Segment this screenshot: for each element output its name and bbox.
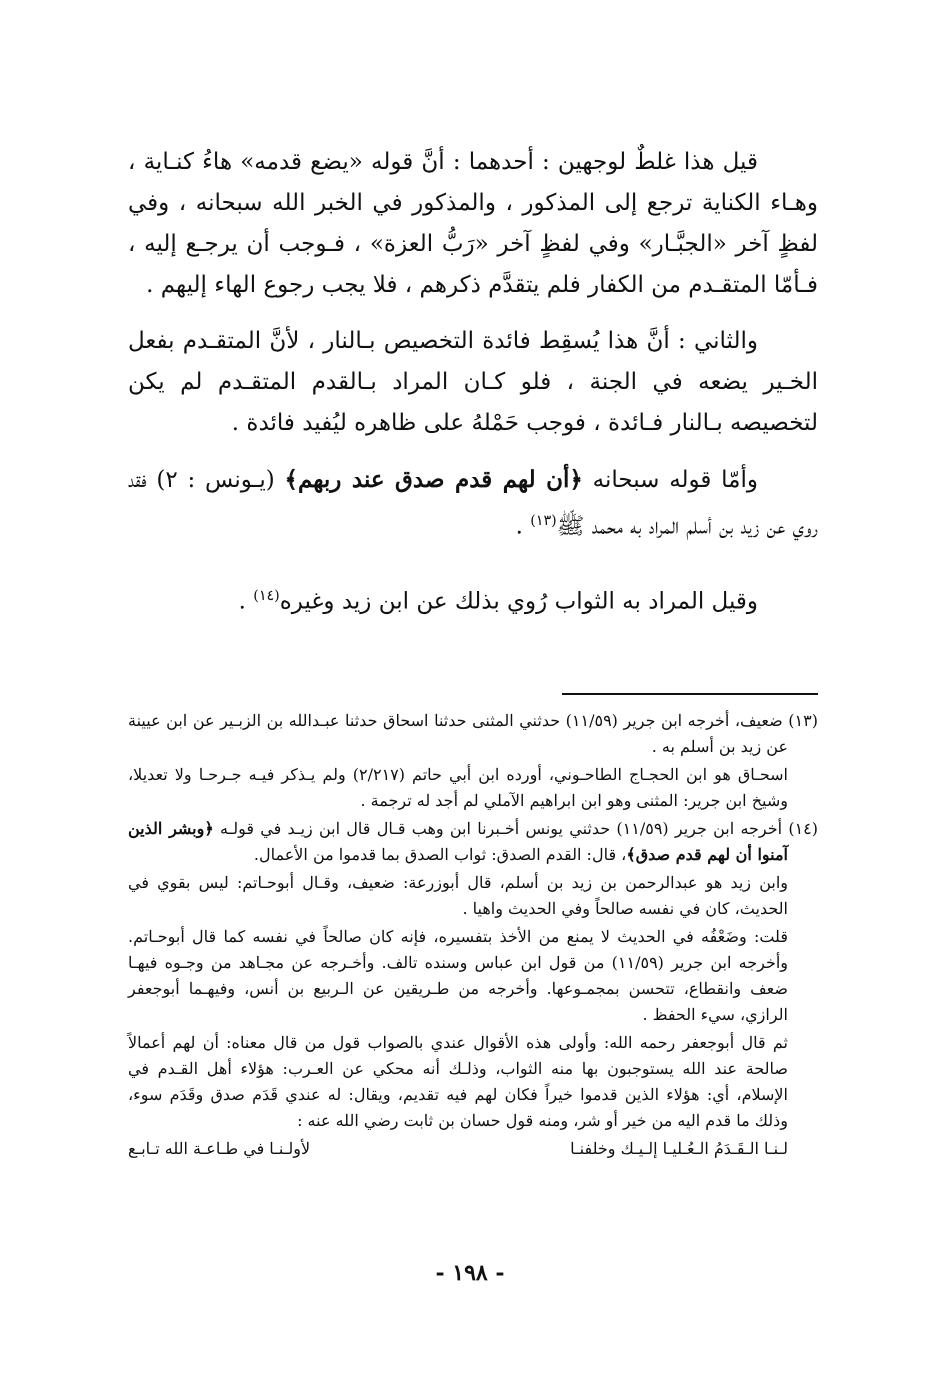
footnote-14-number: (١٤)	[788, 819, 819, 838]
footnote-14-para-4: ثم قال أبوجعفر رحمه الله: وأولى هذه الأقوال عندي بالصواب قول من قال معناه: أن لهم أعمالاً صالحة عند الله يستوجبون بها منه الثواب، وذلـك أنه محكي عن العـرب: هؤلاء أهل القـدم في الإسلام، أي: هؤلاء الذين قدموا خيراً فكان لهم فيه تقديم، ويقال: له عندي قَدَم صدق وقَدَم سوء، وذلك ما قدم اليه من خير أو شر، ومنه قول حسان بن ثابت رضي الله عنه :	[128, 1033, 788, 1130]
footnote-ref-13: (١٣)	[530, 513, 557, 529]
footnote-14-para-2: وابن زيد هو عبدالرحمن بن زيد بن أسلم، قال أبوزرعة: ضعيف، وقـال أبوحـاتم: ليس بقوي في الحديث، كان في نفسه صالحاً وفي الحديث واهيا .	[128, 873, 789, 918]
paragraph-4-text: وقيل المراد به الثواب رُوي بذلك عن ابن زيد وغيره	[279, 588, 758, 615]
footnote-14-text: أخرجه ابن جرير (١١/٥٩) حدثني يونس أخـبرنا ابن وهب قـال قال ابن زيـد في قولـه	[213, 819, 783, 838]
footnotes	[128, 708, 818, 1162]
poetry-verse	[128, 1136, 818, 1162]
footnote-ref-14: (١٤)	[253, 587, 280, 604]
footnote-14-quote: ﴿وبشر الذين آمنوا أن لهم قدم صدق﴾	[128, 819, 788, 864]
footnote-13-para-2: اسحـاق هو ابن الحجـاج الطاحـوني، أورده ابن أبي حاتم (٢/٢١٧) ولم يـذكر فيـه جـرحـا ولا تعديلا، وشيخ ابن جرير: المثنى وهو ابن ابراهيم الآملي لم أجد له ترجمة .	[128, 765, 788, 810]
paragraph-3-start: وأمّا قوله سبحانه	[582, 467, 758, 493]
paragraph-4	[128, 576, 818, 623]
verse-first-hemistich: لـنـا الـقَـدَمُ الـعُـليـا إلـيـك وخلفنـا	[570, 1139, 788, 1158]
footnote-14-text-2: ، قال: القدم الصدق: ثواب الصدق بما قدموا من الأعمال.	[253, 845, 627, 864]
verse-second-hemistich: لأولـنـا في طـاعـة الله تـابـع	[128, 1139, 311, 1158]
footnote-13-text: ضعيف، أخرجه ابن جرير (١١/٥٩) حدثني المثنى حدثنا اسحاق حدثنا عبـدالله بن الزبـير عن ابن عيينة عن زيد بن أسلم به .	[128, 711, 788, 756]
footnote-13-number: (١٣)	[788, 711, 818, 730]
footnote-14	[128, 816, 818, 868]
footnote-13	[128, 708, 818, 760]
footnote-14-para-3: قلت: وضَعْفُه في الحديث لا يمنع من الأخذ بتفسيره، فإنه كان صالحاً في نفسه كما قال أبوحـاتم. وأخرجه ابن جرير (١١/٥٩) من قول ابن عباس وسنده تالف. وأخـرجه عن مجـاهد من وجـوه فيهـا ضعف وانقطاع، تتحسن بمجمـوعها. وأخرجه من طـريقين عن الـربيع بن أنس، وفيهـما أبوجعفر الرازي، سيء الحفظ .	[128, 927, 789, 1024]
main-text	[128, 142, 818, 637]
page-number: - ١٩٨ -	[435, 1260, 505, 1286]
footnote-separator	[562, 693, 818, 695]
paragraph-3-rest: (يـونس : ٢) فقد روي عن زيد بن أسلم المراد به محمد ﷺ	[128, 467, 818, 540]
paragraph-1: قيل هذا غلطٌ لوجهين : أحدهما : أنَّ قوله «يضع قدمه» هاءُ كنـاية ، وهـاء الكناية ترجع إلى المذكور ، والمذكور في الخبر الله سبحانه ، وفي لفظٍ آخر «الجبَّـار» وفي لفظٍ آخر «رَبُّ العزة» ، فـوجب أن يرجـع إليه ، فـأمّا المتقـدم من الكفار فلم يتقدَّم ذكرهم ، فلا يجب رجوع الهاء إليهم .	[128, 149, 818, 298]
paragraph-4-end: .	[238, 588, 254, 615]
paragraph-2: والثاني : أنَّ هذا يُسقِط فائدة التخصيص بـالنار ، لأنَّ المتقـدم بفعل الخـير يضعه في الجنة ، فلو كـان المراد بـالقدم المتقـدم لم يكن لتخصيصه بـالنار فـائدة ، فوجب حَمْلهُ على ظاهره ليُفيد فائدة .	[128, 328, 818, 436]
paragraph-3-end: .	[515, 513, 531, 540]
paragraph-3	[128, 459, 818, 548]
quran-quote: ﴿أن لهم قدم صدق عند ربهم﴾	[284, 466, 583, 493]
